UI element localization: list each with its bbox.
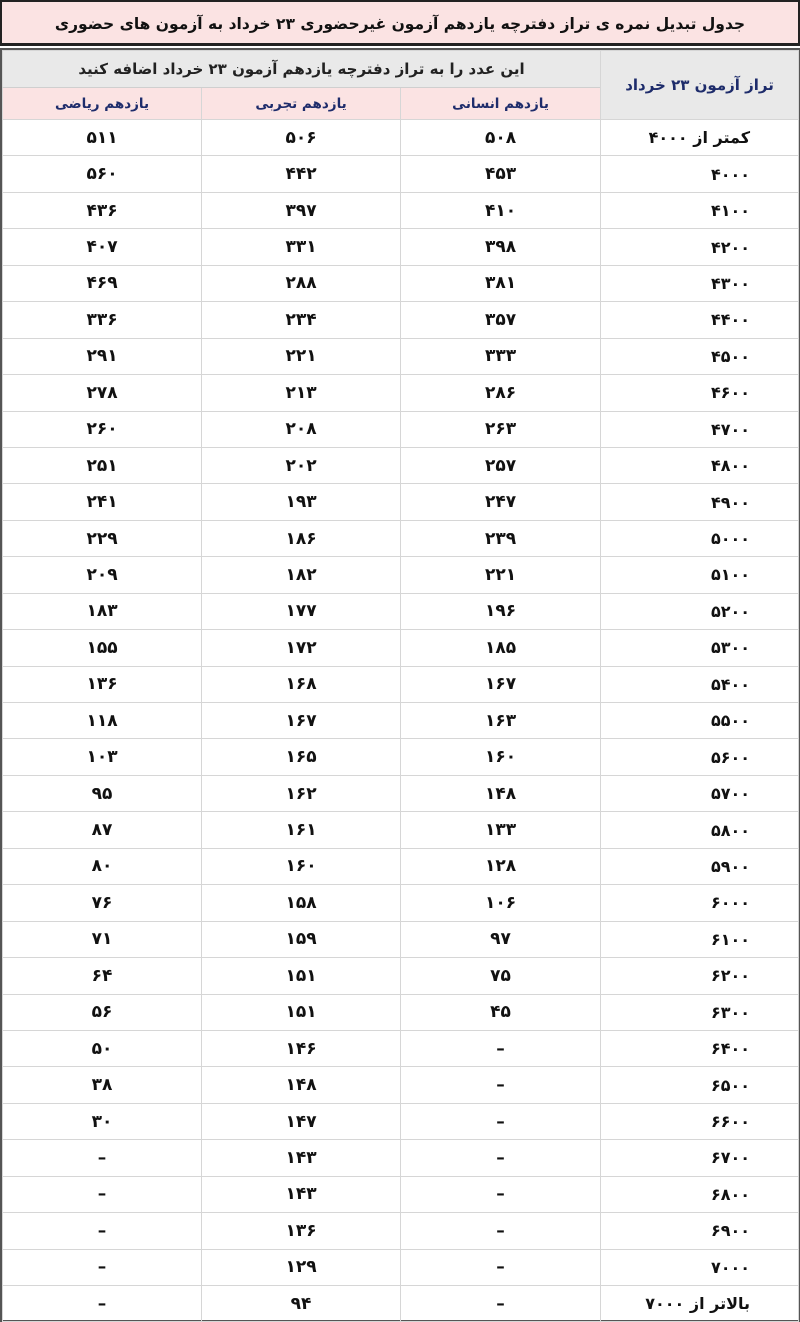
cell-tajrobi: ۳۹۷ [202,192,401,228]
cell-tajrobi: ۱۲۹ [202,1249,401,1285]
cell-tajrobi: ۱۶۷ [202,703,401,739]
cell-riazi: ۱۰۳ [3,739,202,775]
cell-taraz: ۵۸۰۰ [601,812,799,848]
table-row [3,921,799,957]
table-row [3,703,799,739]
table-row [3,994,799,1030]
cell-taraz: ۷۰۰۰ [601,1249,799,1285]
cell-tajrobi: ۱۳۶ [202,1213,401,1249]
cell-tajrobi: ۱۶۱ [202,812,401,848]
table-row [3,630,799,666]
cell-tajrobi: ۹۴ [202,1286,401,1322]
table-row [3,411,799,447]
cell-riazi: ۲۵۱ [3,447,202,483]
cell-ensani: – [401,1103,601,1139]
cell-ensani: – [401,1030,601,1066]
cell-tajrobi: ۱۷۲ [202,630,401,666]
conversion-table-container [0,48,800,1322]
cell-ensani: ۱۹۶ [401,593,601,629]
cell-ensani: ۱۸۵ [401,630,601,666]
cell-riazi: ۷۱ [3,921,202,957]
table-row [3,120,799,156]
table-row [3,265,799,301]
header-riazi: یازدهم ریاضی [3,88,202,120]
cell-taraz: ۶۱۰۰ [601,921,799,957]
cell-ensani: ۲۲۱ [401,557,601,593]
cell-riazi: ۴۰۷ [3,229,202,265]
table-row [3,1249,799,1285]
table-row [3,666,799,702]
cell-tajrobi: ۱۴۳ [202,1176,401,1212]
cell-tajrobi: ۳۳۱ [202,229,401,265]
cell-ensani: ۳۳۳ [401,338,601,374]
cell-riazi: ۳۸ [3,1067,202,1103]
cell-tajrobi: ۱۴۷ [202,1103,401,1139]
cell-riazi: – [3,1176,202,1212]
cell-tajrobi: ۱۸۲ [202,557,401,593]
cell-taraz: ۵۹۰۰ [601,848,799,884]
table-row [3,885,799,921]
cell-ensani: ۴۵۳ [401,156,601,192]
cell-tajrobi: ۲۰۸ [202,411,401,447]
cell-taraz: ۶۵۰۰ [601,1067,799,1103]
table-row [3,557,799,593]
cell-taraz: ۵۵۰۰ [601,703,799,739]
cell-taraz: ۵۳۰۰ [601,630,799,666]
cell-riazi: – [3,1140,202,1176]
cell-tajrobi: ۲۳۴ [202,302,401,338]
cell-riazi: ۵۶ [3,994,202,1030]
cell-ensani: ۱۳۳ [401,812,601,848]
cell-tajrobi: ۱۵۸ [202,885,401,921]
cell-riazi: ۲۰۹ [3,557,202,593]
table-row [3,520,799,556]
cell-taraz: ۶۴۰۰ [601,1030,799,1066]
cell-tajrobi: ۲۰۲ [202,447,401,483]
cell-ensani: ۲۵۷ [401,447,601,483]
cell-riazi: ۴۳۶ [3,192,202,228]
cell-tajrobi: ۴۴۲ [202,156,401,192]
cell-taraz: ۴۸۰۰ [601,447,799,483]
cell-tajrobi: ۱۵۱ [202,994,401,1030]
table-row [3,1176,799,1212]
cell-riazi: – [3,1249,202,1285]
cell-riazi: ۳۰ [3,1103,202,1139]
cell-riazi: – [3,1286,202,1322]
cell-tajrobi: ۱۶۰ [202,848,401,884]
cell-riazi: ۸۷ [3,812,202,848]
cell-ensani: ۲۴۷ [401,484,601,520]
cell-tajrobi: ۱۵۹ [202,921,401,957]
cell-taraz: ۴۹۰۰ [601,484,799,520]
cell-taraz: ۴۶۰۰ [601,375,799,411]
cell-taraz: ۵۱۰۰ [601,557,799,593]
cell-tajrobi: ۲۱۳ [202,375,401,411]
cell-riazi: ۲۲۹ [3,520,202,556]
cell-riazi: ۵۱۱ [3,120,202,156]
cell-riazi: ۳۳۶ [3,302,202,338]
table-row [3,192,799,228]
cell-ensani: ۴۵ [401,994,601,1030]
table-row [3,812,799,848]
cell-tajrobi: ۱۴۸ [202,1067,401,1103]
cell-taraz: ۴۵۰۰ [601,338,799,374]
table-row [3,1213,799,1249]
cell-ensani: ۱۴۸ [401,775,601,811]
table-row [3,739,799,775]
cell-ensani: – [401,1140,601,1176]
cell-ensani: – [401,1213,601,1249]
cell-ensani: ۹۷ [401,921,601,957]
header-group-label: این عدد را به تراز دفترچه یازدهم آزمون ۲۳ خرداد اضافه کنید [3,51,601,88]
cell-tajrobi: ۵۰۶ [202,120,401,156]
cell-ensani: ۱۶۰ [401,739,601,775]
header-ensani: یازدهم انسانی [401,88,601,120]
table-row [3,229,799,265]
cell-taraz: ۵۴۰۰ [601,666,799,702]
cell-tajrobi: ۱۴۶ [202,1030,401,1066]
table-row [3,484,799,520]
cell-ensani: ۲۶۳ [401,411,601,447]
table-row [3,338,799,374]
cell-riazi: ۱۵۵ [3,630,202,666]
table-row [3,375,799,411]
cell-riazi: ۲۹۱ [3,338,202,374]
cell-tajrobi: ۱۷۷ [202,593,401,629]
cell-taraz: ۶۹۰۰ [601,1213,799,1249]
cell-riazi: ۵۰ [3,1030,202,1066]
cell-tajrobi: ۱۴۳ [202,1140,401,1176]
conversion-table [2,50,799,1322]
cell-ensani: ۱۲۸ [401,848,601,884]
cell-taraz: ۴۱۰۰ [601,192,799,228]
cell-riazi: ۸۰ [3,848,202,884]
cell-taraz: کمتر از ۴۰۰۰ [601,120,799,156]
cell-taraz: ۶۶۰۰ [601,1103,799,1139]
cell-riazi: ۲۴۱ [3,484,202,520]
table-row [3,958,799,994]
cell-taraz: ۵۷۰۰ [601,775,799,811]
cell-taraz: ۵۲۰۰ [601,593,799,629]
cell-ensani: ۱۰۶ [401,885,601,921]
cell-ensani: – [401,1249,601,1285]
header-taraz: تراز آزمون ۲۳ خرداد [601,51,799,120]
cell-tajrobi: ۱۶۲ [202,775,401,811]
table-row [3,447,799,483]
cell-riazi: ۶۴ [3,958,202,994]
cell-ensani: ۵۰۸ [401,120,601,156]
cell-taraz: ۶۷۰۰ [601,1140,799,1176]
cell-riazi: – [3,1213,202,1249]
table-title: جدول تبدیل نمره ی تراز دفترچه یازدهم آزمون غیرحضوری ۲۳ خرداد به آزمون های حضوری [0,0,800,46]
table-row [3,1140,799,1176]
table-row [3,1030,799,1066]
cell-taraz: بالاتر از ۷۰۰۰ [601,1286,799,1322]
cell-taraz: ۴۴۰۰ [601,302,799,338]
cell-ensani: ۳۹۸ [401,229,601,265]
table-row [3,1286,799,1322]
table-row [3,1103,799,1139]
cell-ensani: ۲۸۶ [401,375,601,411]
cell-ensani: ۷۵ [401,958,601,994]
cell-ensani: – [401,1067,601,1103]
cell-ensani: – [401,1286,601,1322]
cell-riazi: ۱۱۸ [3,703,202,739]
cell-tajrobi: ۱۶۸ [202,666,401,702]
table-row [3,302,799,338]
cell-ensani: – [401,1176,601,1212]
cell-ensani: ۳۵۷ [401,302,601,338]
cell-taraz: ۴۳۰۰ [601,265,799,301]
cell-riazi: ۲۶۰ [3,411,202,447]
cell-ensani: ۱۶۷ [401,666,601,702]
cell-taraz: ۶۲۰۰ [601,958,799,994]
cell-riazi: ۲۷۸ [3,375,202,411]
cell-ensani: ۱۶۳ [401,703,601,739]
cell-riazi: ۱۸۳ [3,593,202,629]
table-row [3,156,799,192]
cell-riazi: ۱۳۶ [3,666,202,702]
cell-taraz: ۵۰۰۰ [601,520,799,556]
cell-riazi: ۷۶ [3,885,202,921]
cell-riazi: ۹۵ [3,775,202,811]
cell-taraz: ۴۰۰۰ [601,156,799,192]
table-body [3,120,799,1322]
cell-tajrobi: ۲۲۱ [202,338,401,374]
cell-riazi: ۴۶۹ [3,265,202,301]
cell-tajrobi: ۲۸۸ [202,265,401,301]
cell-ensani: ۲۳۹ [401,520,601,556]
cell-taraz: ۶۳۰۰ [601,994,799,1030]
cell-ensani: ۳۸۱ [401,265,601,301]
cell-tajrobi: ۱۵۱ [202,958,401,994]
header-tajrobi: یازدهم تجربی [202,88,401,120]
cell-tajrobi: ۱۹۳ [202,484,401,520]
cell-tajrobi: ۱۶۵ [202,739,401,775]
cell-taraz: ۶۰۰۰ [601,885,799,921]
cell-tajrobi: ۱۸۶ [202,520,401,556]
cell-ensani: ۴۱۰ [401,192,601,228]
table-row [3,775,799,811]
cell-taraz: ۴۷۰۰ [601,411,799,447]
table-row [3,593,799,629]
cell-taraz: ۵۶۰۰ [601,739,799,775]
table-row [3,1067,799,1103]
cell-taraz: ۶۸۰۰ [601,1176,799,1212]
table-row [3,848,799,884]
cell-taraz: ۴۲۰۰ [601,229,799,265]
cell-riazi: ۵۶۰ [3,156,202,192]
